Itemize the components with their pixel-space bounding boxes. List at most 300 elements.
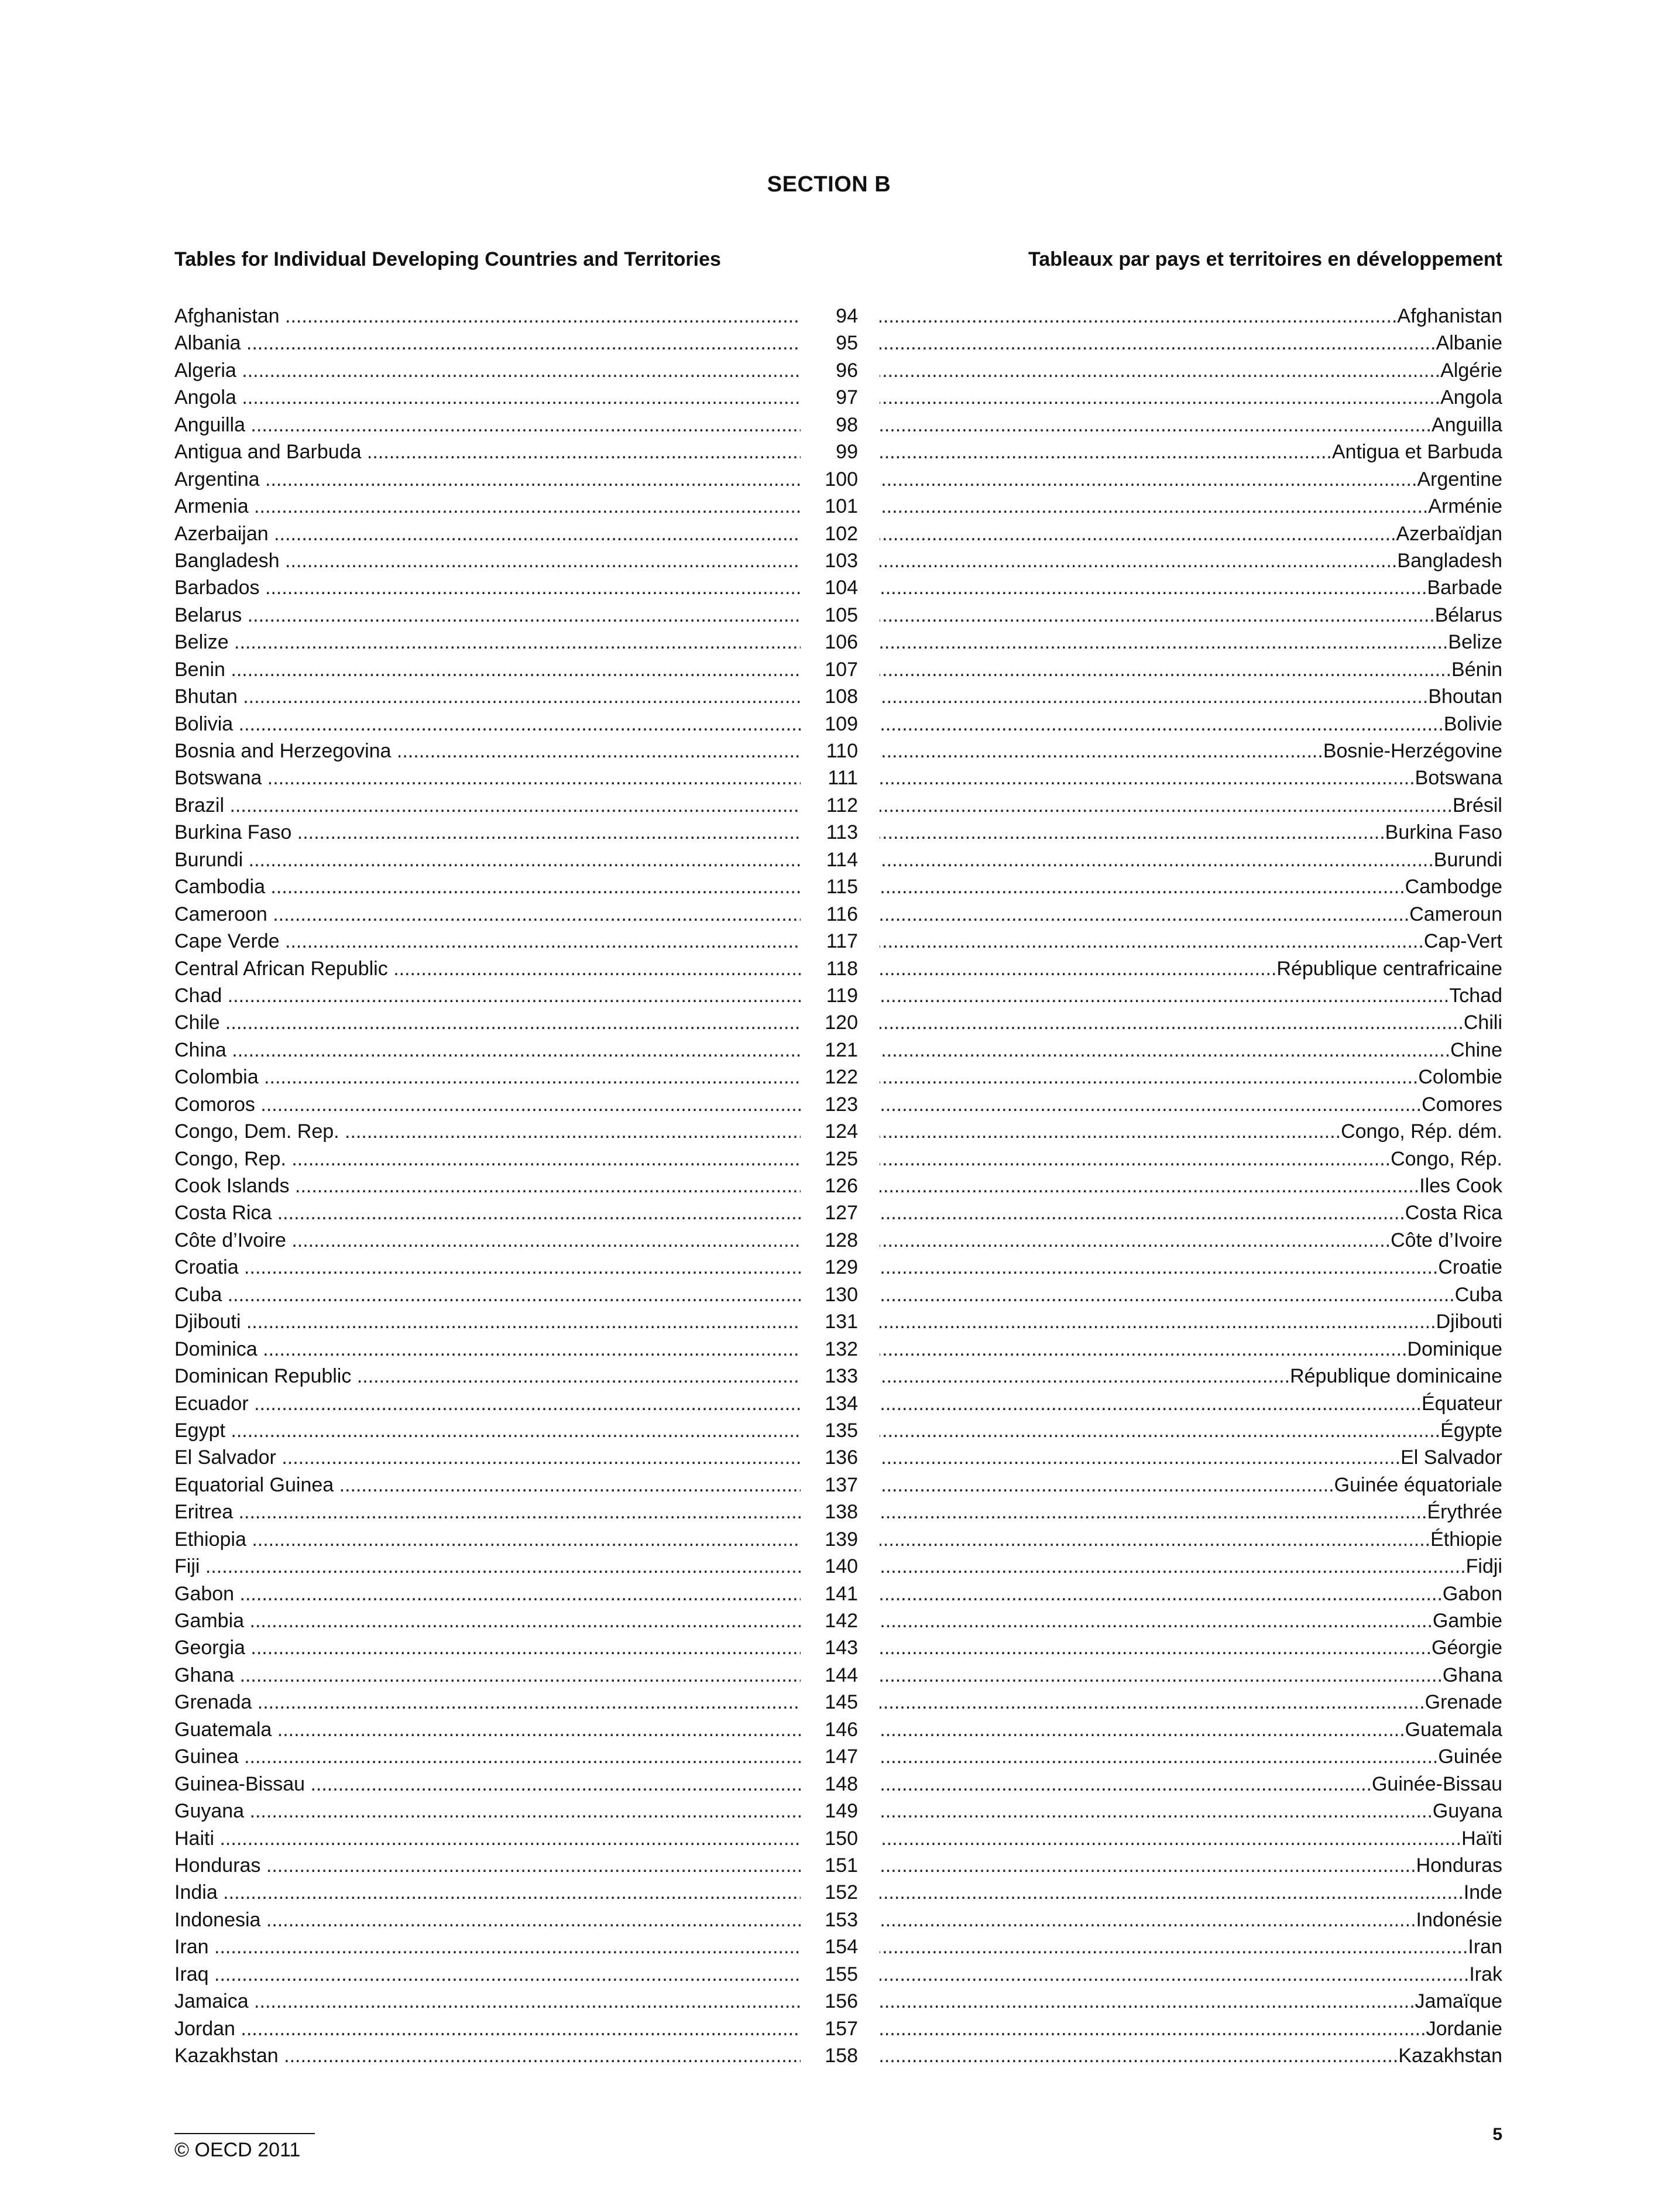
toc-row [174,955,1502,982]
country-name-fr: Azerbaïdjan [1396,522,1502,545]
table-of-contents [174,303,1502,2069]
country-name-fr-cell [880,955,1502,982]
country-name-fr: Burundi [1433,848,1502,871]
country-name-fr: Tchad [1449,984,1502,1007]
toc-row [174,1933,1502,1960]
country-name-fr: Jamaïque [1415,1990,1502,2013]
country-name-fr: Dominique [1407,1338,1502,1360]
page-ref: 124 [825,1120,858,1143]
toc-row [174,1009,1502,1036]
country-name-en: Chile ..... [174,1009,801,1036]
country-name-fr: Haïti [1461,1827,1502,1850]
country-name-fr: Burkina Faso [1385,821,1502,844]
country-name-fr: Comores [1422,1093,1502,1116]
toc-row [174,982,1502,1009]
country-name-fr-cell [880,384,1502,411]
toc-row [174,2042,1502,2069]
page-ref: 146 [825,1718,858,1741]
country-name-fr-cell [880,1852,1502,1879]
toc-row [174,547,1502,574]
country-name-fr: Congo, Rép. dém. [1341,1120,1502,1143]
country-name-fr-cell [880,330,1502,356]
country-name-fr-cell [880,1716,1502,1743]
country-name-en: Bhutan ..... [174,683,801,710]
country-name-fr: Afghanistan [1397,305,1502,327]
toc-row [174,1798,1502,1825]
country-name-en: Congo, Rep. ..... [174,1146,801,1172]
country-name-en: Azerbaijan ..... [174,520,801,547]
country-name-en: Ecuador ..... [174,1390,801,1417]
toc-row [174,1146,1502,1172]
country-name-fr: Érythrée [1427,1501,1502,1524]
page-ref: 109 [825,712,858,735]
country-name-fr: Géorgie [1432,1637,1502,1659]
country-name-fr-cell [880,1906,1502,1933]
country-name-fr-cell [880,1064,1502,1090]
country-name-fr-cell [880,1091,1502,1118]
country-name-en: Côte d’Ivoire ..... [174,1227,801,1254]
toc-row [174,1825,1502,1852]
toc-row [174,1390,1502,1417]
page-ref: 100 [825,468,858,491]
country-name-en: Bangladesh ..... [174,547,801,574]
page-ref: 145 [825,1691,858,1714]
country-name-fr-cell [880,1634,1502,1661]
page-ref: 131 [825,1311,858,1333]
country-name-fr-cell [880,1689,1502,1716]
country-name-fr-cell [880,2015,1502,2042]
toc-row [174,1553,1502,1580]
country-name-en: Guinea-Bissau ..... [174,1771,801,1798]
country-name-fr: Gabon [1442,1582,1502,1605]
country-name-en: Benin ..... [174,656,801,683]
country-name-en: Georgia ..... [174,1634,801,1661]
country-name-en: Gabon ..... [174,1580,801,1607]
country-name-fr: Équateur [1422,1392,1502,1415]
page-ref: 143 [825,1637,858,1659]
country-name-fr: Bosnie-Herzégovine [1323,740,1502,762]
country-name-fr-cell [880,493,1502,520]
country-name-fr-cell [880,1988,1502,2015]
country-name-fr: Bangladesh [1397,549,1502,572]
country-name-en: Indonesia ..... [174,1906,801,1933]
toc-row [174,1363,1502,1390]
page-ref: 108 [825,685,858,708]
page-ref: 95 [836,332,858,355]
country-name-en: Costa Rica ..... [174,1199,801,1226]
country-name-en: Ethiopia ..... [174,1526,801,1553]
page-ref: 102 [825,522,858,545]
country-name-en: Guinea ..... [174,1743,801,1770]
heading-french: Tableaux par pays et territoires en développement [1028,248,1502,270]
country-name-en: Belarus ..... [174,602,801,629]
country-name-en: Jamaica ..... [174,1988,801,2015]
country-name-en: El Salvador ..... [174,1444,801,1471]
toc-row [174,819,1502,846]
country-name-en: Gambia ..... [174,1607,801,1634]
country-name-fr: Brésil [1452,794,1502,817]
toc-row [174,1607,1502,1634]
page-ref: 155 [825,1963,858,1985]
page-ref: 94 [836,305,858,327]
page-ref: 156 [825,1990,858,2013]
country-name-fr-cell [880,1472,1502,1498]
page-ref: 141 [825,1582,858,1605]
page-ref: 104 [825,577,858,599]
page-ref: 120 [825,1011,858,1034]
toc-row [174,1172,1502,1199]
country-name-en: Honduras ..... [174,1852,801,1879]
country-name-fr-cell [880,1553,1502,1580]
country-name-en: Burundi ..... [174,846,801,873]
toc-row [174,2015,1502,2042]
toc-row [174,1879,1502,1906]
country-name-en: Eritrea ..... [174,1498,801,1525]
country-name-fr-cell [880,683,1502,710]
country-name-fr: République centrafricaine [1276,957,1502,980]
toc-row [174,1118,1502,1145]
page-ref: 103 [825,549,858,572]
page-ref: 129 [825,1256,858,1279]
page-ref: 132 [825,1338,858,1360]
country-name-fr: Indonésie [1416,1908,1502,1931]
country-name-fr-cell [880,738,1502,764]
page-number: 5 [1492,2125,1502,2144]
page-ref: 152 [825,1881,858,1904]
country-name-en: Albania ..... [174,330,801,356]
toc-row [174,1771,1502,1798]
country-name-en: Jordan ..... [174,2015,801,2042]
country-name-fr-cell [880,1662,1502,1689]
toc-row [174,330,1502,356]
country-name-en: Bolivia ..... [174,711,801,738]
page-ref: 150 [825,1827,858,1850]
country-name-fr-cell [880,1254,1502,1281]
toc-row [174,1472,1502,1498]
toc-row [174,629,1502,656]
country-name-en: Iran ..... [174,1933,801,1960]
country-name-fr-cell [880,1037,1502,1064]
toc-row [174,303,1502,330]
country-name-en: Argentina ..... [174,466,801,493]
toc-row [174,1498,1502,1525]
page-ref: 119 [826,984,858,1007]
toc-row [174,846,1502,873]
country-name-fr: Guyana [1432,1800,1502,1823]
page-ref: 128 [825,1229,858,1251]
country-name-en: Bosnia and Herzegovina ..... [174,738,801,764]
country-name-fr: Costa Rica [1405,1202,1502,1225]
toc-row [174,928,1502,955]
toc-row [174,1308,1502,1335]
country-name-en: Cape Verde ..... [174,928,801,955]
country-name-fr: Cuba [1454,1283,1502,1306]
toc-row [174,1254,1502,1281]
country-name-fr: Cambodge [1405,876,1502,898]
country-name-en: Chad ..... [174,982,801,1009]
country-name-fr-cell [880,1771,1502,1798]
country-name-en: Djibouti ..... [174,1308,801,1335]
country-name-fr: Colombie [1418,1066,1502,1089]
country-name-fr: Grenade [1424,1691,1502,1714]
page-ref: 112 [826,794,858,817]
country-name-en: Fiji ..... [174,1553,801,1580]
country-name-fr: Congo, Rép. [1391,1147,1502,1170]
country-name-fr-cell [880,520,1502,547]
page-ref: 123 [825,1093,858,1116]
country-name-fr: Côte d’Ivoire [1391,1229,1502,1251]
country-name-fr-cell [880,1308,1502,1335]
page-ref: 135 [825,1419,858,1442]
country-name-fr-cell [880,1498,1502,1525]
country-name-fr-cell [880,1961,1502,1988]
country-name-fr-cell [880,1172,1502,1199]
country-name-en: Cook Islands ..... [174,1172,801,1199]
country-name-fr: Botswana [1415,767,1502,790]
toc-row [174,1064,1502,1090]
country-name-fr-cell [880,1526,1502,1553]
country-name-fr-cell [880,711,1502,738]
page-ref: 106 [825,631,858,654]
toc-row [174,493,1502,520]
page-ref: 125 [825,1147,858,1170]
page-ref: 133 [825,1365,858,1388]
country-name-en: Equatorial Guinea ..... [174,1472,801,1498]
country-name-fr-cell [880,764,1502,791]
country-name-fr-cell [880,1607,1502,1634]
page-ref: 117 [826,930,858,953]
country-name-fr: Bhoutan [1428,685,1502,708]
toc-row [174,602,1502,629]
country-name-fr: Angola [1440,386,1502,409]
country-name-en: Afghanistan ..... [174,303,801,330]
page-ref: 114 [826,848,858,871]
country-name-en: India ..... [174,1879,801,1906]
page-ref: 98 [836,413,858,436]
country-name-fr-cell [880,928,1502,955]
toc-row [174,1988,1502,2015]
country-name-en: Croatia ..... [174,1254,801,1281]
country-name-fr: Bolivie [1443,712,1502,735]
country-name-fr-cell [880,1199,1502,1226]
country-name-fr: Gambie [1432,1610,1502,1632]
country-name-fr: Kazakhstan [1398,2045,1502,2067]
page-ref: 121 [825,1038,858,1061]
toc-row [174,656,1502,683]
toc-row [174,1689,1502,1716]
page-ref: 97 [836,386,858,409]
country-name-fr: Inde [1463,1881,1502,1904]
toc-row [174,1961,1502,1988]
country-name-en: Colombia ..... [174,1064,801,1090]
country-name-fr-cell [880,411,1502,438]
country-name-fr-cell [880,1363,1502,1390]
country-name-fr: Irak [1469,1963,1502,1985]
toc-row [174,1852,1502,1879]
country-name-fr-cell [880,1417,1502,1444]
country-name-fr-cell [880,1336,1502,1363]
country-name-fr: Iles Cook [1419,1175,1502,1197]
page-ref: 147 [825,1745,858,1768]
toc-row [174,1662,1502,1689]
country-name-fr: Antigua et Barbuda [1331,441,1502,464]
toc-row [174,683,1502,710]
country-name-en: Guyana ..... [174,1798,801,1825]
page-ref: 118 [826,957,858,980]
page-ref: 139 [825,1528,858,1551]
country-name-fr-cell [880,574,1502,601]
country-name-fr-cell [880,466,1502,493]
country-name-fr: Algérie [1440,359,1502,382]
page-ref: 113 [826,821,858,844]
country-name-en: Kazakhstan ..... [174,2042,801,2069]
toc-row [174,1716,1502,1743]
country-name-fr: Arménie [1428,495,1502,518]
toc-row [174,1526,1502,1553]
country-name-fr: Chili [1463,1011,1502,1034]
toc-row [174,792,1502,819]
page-ref: 126 [825,1175,858,1197]
page-ref: 99 [836,441,858,464]
country-name-en: Cambodia ..... [174,873,801,900]
country-name-fr: Fidji [1465,1555,1502,1578]
page-ref: 148 [825,1772,858,1795]
country-name-fr: El Salvador [1400,1446,1502,1469]
country-name-en: Comoros ..... [174,1091,801,1118]
country-name-fr-cell [880,357,1502,384]
country-name-fr: Croatie [1438,1256,1502,1279]
toc-row [174,1743,1502,1770]
page-ref: 105 [825,603,858,626]
toc-row [174,1227,1502,1254]
country-name-fr-cell [880,1798,1502,1825]
page-ref: 151 [825,1854,858,1877]
copyright: © OECD 2011 [174,2139,301,2161]
country-name-fr: Chine [1450,1038,1502,1061]
country-name-en: Grenada ..... [174,1689,801,1716]
country-name-en: Egypt ..... [174,1417,801,1444]
country-name-en: Iraq ..... [174,1961,801,1988]
toc-row [174,1634,1502,1661]
country-name-fr: Cameroun [1409,903,1502,925]
country-name-en: Guatemala ..... [174,1716,801,1743]
country-name-fr-cell [880,901,1502,928]
page-ref: 137 [825,1473,858,1496]
page-ref: 115 [826,876,858,898]
country-name-fr-cell [880,873,1502,900]
country-name-en: Angola ..... [174,384,801,411]
country-name-fr-cell [880,1825,1502,1852]
country-name-fr: Bélarus [1434,603,1502,626]
page-ref: 107 [825,658,858,681]
country-name-fr-cell [880,1227,1502,1254]
country-name-fr: Djibouti [1436,1311,1502,1333]
toc-row [174,1199,1502,1226]
toc-row [174,466,1502,493]
country-name-fr-cell [880,1933,1502,1960]
country-name-fr-cell [880,1146,1502,1172]
country-name-fr: Anguilla [1432,413,1502,436]
page-ref: 138 [825,1501,858,1524]
page-ref: 142 [825,1610,858,1632]
toc-row [174,873,1502,900]
page-ref: 153 [825,1908,858,1931]
toc-row [174,1444,1502,1471]
country-name-fr-cell [880,819,1502,846]
country-name-fr-cell [880,982,1502,1009]
country-name-fr: Guatemala [1405,1718,1502,1741]
country-name-en: Cameroon ..... [174,901,801,928]
country-name-en: Dominican Republic ..... [174,1363,801,1390]
country-name-fr: Iran [1468,1936,1502,1959]
toc-row [174,520,1502,547]
toc-row [174,1281,1502,1308]
country-name-fr-cell [880,1879,1502,1906]
toc-row [174,711,1502,738]
country-name-en: Central African Republic ..... [174,955,801,982]
page-ref: 111 [828,767,858,790]
country-name-fr-cell [880,1390,1502,1417]
country-name-fr-cell [880,303,1502,330]
country-name-en: China ..... [174,1037,801,1064]
country-name-en: Barbados ..... [174,574,801,601]
toc-row [174,1417,1502,1444]
country-name-en: Ghana ..... [174,1662,801,1689]
country-name-fr-cell [880,438,1502,465]
country-name-en: Burkina Faso ..... [174,819,801,846]
section-title: SECTION B [767,172,891,197]
toc-row [174,384,1502,411]
country-name-en: Brazil ..... [174,792,801,819]
heading-english: Tables for Individual Developing Countries and Territories [174,248,721,270]
page-ref: 101 [825,495,858,518]
toc-row [174,357,1502,384]
page-ref: 136 [825,1446,858,1469]
toc-row [174,574,1502,601]
page-ref: 140 [825,1555,858,1578]
country-name-fr-cell [880,1444,1502,1471]
toc-row [174,1037,1502,1064]
page-ref: 96 [836,359,858,382]
page-ref: 157 [825,2017,858,2040]
country-name-fr: Jordanie [1426,2017,1502,2040]
country-name-fr: Guinée équatoriale [1334,1473,1502,1496]
page-ref: 110 [826,740,858,762]
toc-row [174,411,1502,438]
country-name-fr-cell [880,629,1502,656]
page-ref: 144 [825,1664,858,1686]
toc-row [174,1336,1502,1363]
country-name-fr: Bénin [1451,658,1502,681]
toc-row [174,1906,1502,1933]
country-name-fr: Éthiopie [1430,1528,1502,1551]
page-ref: 149 [825,1800,858,1823]
country-name-en: Belize ..... [174,629,801,656]
country-name-fr-cell [880,547,1502,574]
country-name-en: Dominica ..... [174,1336,801,1363]
country-name-en: Cuba ..... [174,1281,801,1308]
footer-rule [174,2133,315,2134]
toc-row [174,1580,1502,1607]
page-ref: 127 [825,1202,858,1225]
country-name-en: Algeria ..... [174,357,801,384]
toc-row [174,764,1502,791]
page-ref: 116 [826,903,858,925]
page-ref: 134 [825,1392,858,1415]
page-ref: 158 [825,2045,858,2067]
country-name-fr: Argentine [1417,468,1502,491]
country-name-en: Congo, Dem. Rep. ..... [174,1118,801,1145]
